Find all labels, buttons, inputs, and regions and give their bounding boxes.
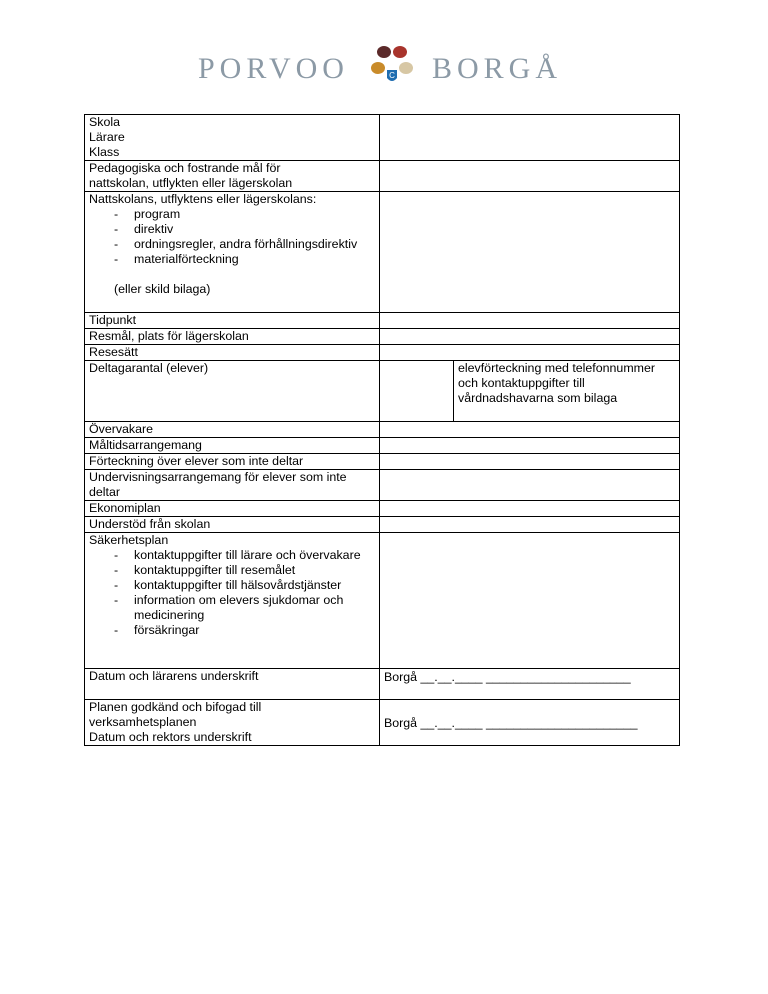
table-row-travel [85, 345, 680, 361]
label-non-participants: Förteckning över elever som inte deltar [85, 454, 380, 470]
participants-note: elevförteckning med telefonnummer och kontaktuppgifter till vårdnadshavarna som bilaga [454, 361, 680, 422]
field-goals[interactable] [380, 161, 680, 192]
svg-text:C: C [389, 71, 395, 80]
label-time: Tidpunkt [85, 313, 380, 329]
list-item: - kontaktuppgifter till lärare och övervakare [114, 548, 361, 562]
trip-plan-form-table [84, 114, 680, 746]
field-teaching[interactable] [380, 470, 680, 501]
table-row-support [85, 517, 680, 533]
list-item: - information om elevers sjukdomar och medicinering [114, 593, 344, 622]
porvoo-borga-logo [0, 36, 768, 96]
label-program: Nattskolans, utflyktens eller lägerskolans: - program - direktiv - ordningsregler, andra förhållningsdirektiv - materialförteckning (eller skild bilaga) [85, 192, 380, 313]
table-row-school [85, 115, 680, 161]
field-time[interactable] [380, 313, 680, 329]
field-budget[interactable] [380, 501, 680, 517]
label-support: Understöd från skolan [85, 517, 380, 533]
label-teacher-signature: Datum och lärarens underskrift [85, 669, 380, 700]
field-supervisors[interactable] [380, 422, 680, 438]
table-row-time [85, 313, 680, 329]
table-row-supervisors [85, 422, 680, 438]
list-item: - program [114, 207, 181, 221]
table-row-destination [85, 329, 680, 345]
logo-text-borga: BORGÅ [432, 52, 563, 85]
list-item: - kontaktuppgifter till resemålet [114, 563, 296, 577]
label-travel: Resesätt [85, 345, 380, 361]
list-item: - direktiv [114, 222, 174, 236]
list-item: - ordningsregler, andra förhållningsdirektiv [114, 237, 358, 251]
table-row-teaching [85, 470, 680, 501]
label-participants: Deltagarantal (elever) [85, 361, 380, 422]
list-item: - försäkringar [114, 623, 200, 637]
field-participants[interactable] [380, 361, 454, 422]
teacher-signature-line: Borgå __.__.____ _____________________ [384, 670, 631, 684]
label-supervisors: Övervakare [85, 422, 380, 438]
list-item: - kontaktuppgifter till hälsovårdstjänster [114, 578, 342, 592]
field-school-teacher-class[interactable] [380, 115, 680, 161]
table-row-non-participants [85, 454, 680, 470]
logo-text-porvoo: PORVOO [198, 52, 349, 85]
field-destination[interactable] [380, 329, 680, 345]
field-travel[interactable] [380, 345, 680, 361]
table-row-participants [85, 361, 680, 422]
field-program[interactable] [380, 192, 680, 313]
list-item: - materialförteckning [114, 252, 239, 266]
logo-emblem-icon [368, 40, 416, 88]
table-row-budget [85, 501, 680, 517]
field-meals[interactable] [380, 438, 680, 454]
label-safety: Säkerhetsplan - kontaktuppgifter till lärare och övervakare - kontaktuppgifter till resemålet - kontaktuppgifter till hälsovårdstjänster - information om elevers sjukdomar och medicinering - försäkringar [85, 533, 380, 669]
label-goals: Pedagogiska och fostrande mål för nattskolan, utflykten eller lägerskolan [85, 161, 380, 192]
table-row-program [85, 192, 680, 313]
label-destination: Resmål, plats för lägerskolan [85, 329, 380, 345]
field-safety[interactable] [380, 533, 680, 669]
field-support[interactable] [380, 517, 680, 533]
table-row-meals [85, 438, 680, 454]
label-teaching: Undervisningsarrangemang för elever som inte deltar [85, 470, 380, 501]
field-non-participants[interactable] [380, 454, 680, 470]
label-budget: Ekonomiplan [85, 501, 380, 517]
principal-signature-line: Borgå __.__.____ ______________________ [384, 715, 638, 730]
field-teacher-signature[interactable] [380, 669, 680, 700]
table-row-principal [85, 700, 680, 746]
field-principal-signature[interactable] [380, 700, 680, 746]
label-meals: Måltidsarrangemang [85, 438, 380, 454]
label-principal: Planen godkänd och bifogad till verksamhetsplanen Datum och rektors underskrift [85, 700, 380, 746]
table-row-goals [85, 161, 680, 192]
table-row-teacher-signature [85, 669, 680, 700]
program-note: (eller skild bilaga) [114, 282, 211, 296]
table-row-safety [85, 533, 680, 669]
label-school-teacher-class: Skola Lärare Klass [85, 115, 380, 161]
